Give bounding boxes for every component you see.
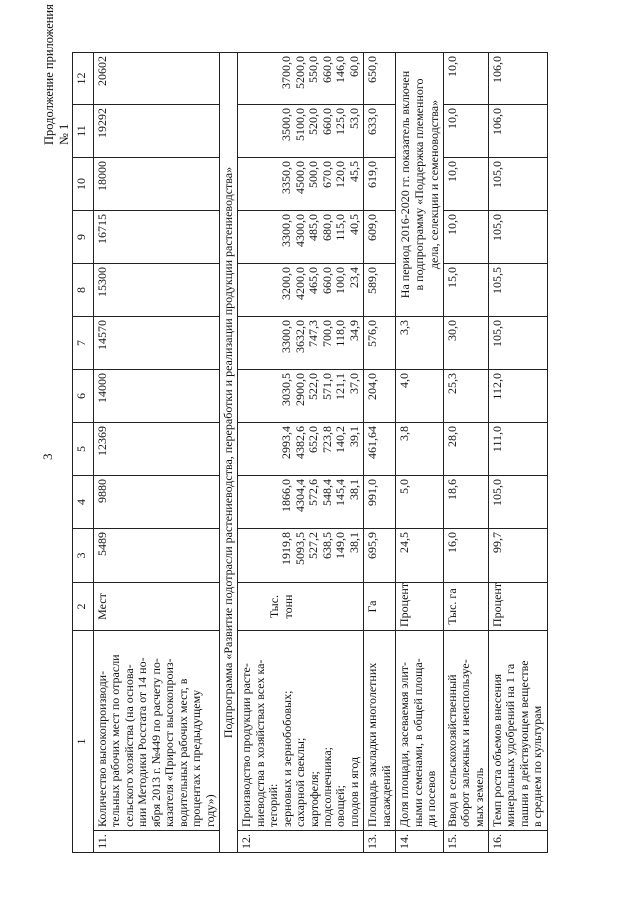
value-line: 548,4 (319, 479, 334, 506)
table-row-15 (443, 53, 488, 853)
value-cell: 16715 (94, 211, 220, 264)
value-line: 23,4 (346, 267, 361, 288)
value-line: 485,0 (306, 214, 321, 241)
subprogram-row (219, 53, 237, 853)
value-stack (238, 317, 364, 370)
unit-cell: Мест (94, 583, 220, 631)
unit-cell: Тыс. га (443, 583, 488, 631)
value-line: 3632,0 (292, 320, 307, 353)
column-number-cell: 4 (73, 476, 94, 529)
value-cell: 12369 (94, 423, 220, 476)
column-number-cell: 8 (73, 264, 94, 317)
note-line: в подпрограмму «Поддержка племенного (412, 78, 427, 291)
subprogram-transfer-note (396, 53, 443, 317)
value-line: 660,0 (319, 267, 334, 294)
value-line: 115,0 (333, 214, 348, 241)
indicator-name-line: оборот залежных и неиспользуе- (458, 659, 473, 827)
indicator-name (396, 631, 443, 831)
row-number: 14. (396, 831, 443, 853)
column-number-cell: 2 (73, 583, 94, 631)
value-cell: 695,9 (364, 529, 396, 583)
indicator-name-line: ди посевов (424, 770, 439, 827)
unit-cell (238, 583, 364, 631)
indicator-name-line: Ввод в сельскохозяйственный (444, 674, 459, 827)
column-number-cell: 6 (73, 370, 94, 423)
value-cell: 991,0 (364, 476, 396, 529)
value-line: 34,9 (346, 320, 361, 341)
value-line: 38,1 (346, 532, 361, 553)
value-cell: 18,6 (443, 476, 488, 529)
value-line: 5093,5 (292, 532, 307, 565)
value-cell: 105,0 (488, 317, 547, 370)
value-cell: 4,0 (396, 370, 443, 423)
value-line: 3500,0 (279, 108, 294, 141)
indicator-name (364, 631, 396, 831)
indicator-name-line: мых земель (471, 767, 486, 827)
indicator-name-line: ниеводства в хозяйствах всех ка- (252, 659, 267, 827)
crop-label: сахарной свеклы; (293, 737, 308, 827)
value-cell: 10,0 (443, 105, 488, 158)
value-stack (238, 370, 364, 423)
value-line: 4500,0 (292, 161, 307, 194)
indicator-name-line: казателя «Прирост высокопроиз- (162, 658, 177, 827)
value-line: 3030,5 (279, 373, 294, 406)
value-line: 37,0 (346, 373, 361, 394)
value-cell: 18000 (94, 158, 220, 211)
value-line: 660,0 (319, 56, 334, 83)
indicator-name (238, 631, 364, 831)
indicator-name-line: ными семенами, в общей площа- (410, 658, 425, 827)
value-line: 140,2 (333, 426, 348, 453)
indicator-name (488, 631, 547, 831)
unit-cell: Процент (396, 583, 443, 631)
value-line: 38,1 (346, 479, 361, 500)
value-cell: 5489 (94, 529, 220, 583)
column-number-cell: 9 (73, 211, 94, 264)
value-line: 5100,0 (292, 108, 307, 141)
indicator-name-line: насаждений (378, 765, 393, 827)
value-line: 4300,0 (292, 214, 307, 247)
row-number: 16. (488, 831, 547, 853)
indicator-name-line: Темп роста объемов внесения (489, 673, 504, 827)
unit-cell: Процент (488, 583, 547, 631)
value-line: 40,5 (346, 214, 361, 235)
value-cell: 14570 (94, 317, 220, 370)
value-cell: 589,0 (364, 264, 396, 317)
page-number: 3 (40, 453, 55, 460)
table-row-12 (238, 53, 364, 853)
value-cell: 633,0 (364, 105, 396, 158)
value-cell: 99,7 (488, 529, 547, 583)
value-line: 2993,4 (279, 426, 294, 459)
column-number-cell: 7 (73, 317, 94, 370)
crop-label: плодов и ягод (346, 756, 361, 827)
value-line: 670,0 (319, 161, 334, 188)
value-line: 53,0 (346, 108, 361, 129)
value-cell: 609,0 (364, 211, 396, 264)
value-stack (238, 476, 364, 529)
crop-label: картофеля; (306, 771, 321, 827)
indicator-name-line: тельных рабочих мест по отрасли (108, 654, 123, 827)
value-cell: 106,0 (488, 53, 547, 105)
indicators-table (72, 52, 548, 853)
column-number-cell: 5 (73, 423, 94, 476)
value-stack (238, 264, 364, 317)
value-line: 4304,4 (292, 479, 307, 512)
value-line: 100,0 (333, 267, 348, 294)
value-cell: 3,3 (396, 317, 443, 370)
value-line: 60,0 (346, 56, 361, 77)
row-number: 11. (94, 831, 220, 853)
value-cell: 105,0 (488, 211, 547, 264)
table-row-13 (364, 53, 396, 853)
value-line: 149,0 (333, 532, 348, 559)
value-line: 680,0 (319, 214, 334, 241)
value-cell: 3,8 (396, 423, 443, 476)
value-cell: 576,0 (364, 317, 396, 370)
value-line: 5200,0 (292, 56, 307, 89)
value-line: 700,0 (319, 320, 334, 347)
unit-cell: Га (364, 583, 396, 631)
value-cell: 15,0 (443, 264, 488, 317)
indicator-name (443, 631, 488, 831)
row-number: 13. (364, 831, 396, 853)
value-cell: 105,0 (488, 158, 547, 211)
value-line: 571,0 (319, 373, 334, 400)
value-cell: 14000 (94, 370, 220, 423)
appendix-label: Продолжение приложения № 1 (42, 4, 71, 145)
indicator-name-line: Доля площади, засеваемая элит- (397, 661, 412, 827)
value-cell: 16,0 (443, 529, 488, 583)
value-cell: 10,0 (443, 158, 488, 211)
value-line: 3300,0 (279, 214, 294, 247)
indicator-name (94, 631, 220, 831)
subprogram-title: Подпрограмма «Развитие подотрасли растениеводства, переработки и реализации продукции растениеводства» (219, 53, 237, 853)
indicator-name-line: Количество высокопроизводи- (95, 670, 109, 827)
value-cell: 20602 (94, 53, 220, 105)
value-cell: 105,5 (488, 264, 547, 317)
value-cell: 105,0 (488, 476, 547, 529)
value-cell: 461,64 (364, 423, 396, 476)
table-row-14 (396, 53, 443, 853)
value-line: 500,0 (306, 161, 321, 188)
value-stack (238, 211, 364, 264)
note-line: На период 2016-2020 гг. показатель включен (398, 70, 413, 299)
indicator-name-line: в среднем по культурам (530, 705, 545, 827)
value-line: 118,0 (333, 320, 348, 347)
indicator-name-line: Производство продукции расте- (239, 663, 254, 827)
value-line: 2900,0 (292, 373, 307, 406)
indicator-name-line: водительных рабочих мест, в (175, 678, 190, 827)
value-stack (238, 53, 364, 105)
value-cell: 30,0 (443, 317, 488, 370)
value-cell: 111,0 (488, 423, 547, 476)
indicator-name-line: ября 2013 г. №449 по расчету по- (148, 658, 163, 827)
value-line: 747,3 (306, 320, 321, 347)
value-line: 4200,0 (292, 267, 307, 300)
value-line: 39,1 (346, 426, 361, 447)
value-line: 146,0 (333, 56, 348, 83)
value-line: 45,5 (346, 161, 361, 182)
crop-label: подсолнечника; (320, 747, 334, 827)
value-line: 3200,0 (279, 267, 294, 300)
crop-label: зерновых и зернобобовых; (279, 690, 294, 827)
value-cell: 204,0 (364, 370, 396, 423)
indicator-name-line: сельского хозяйства (на основа- (121, 664, 136, 827)
value-line: 652,0 (306, 426, 321, 453)
value-stack (238, 158, 364, 211)
indicator-name-line: пашни в действующем веществе (516, 660, 531, 827)
value-line: 527,2 (306, 532, 321, 559)
value-cell: 5,0 (396, 476, 443, 529)
value-cell: 10,0 (443, 53, 488, 105)
indicator-name-line: году») (202, 794, 217, 827)
column-number-cell: 1 (73, 631, 94, 853)
table-row-16 (488, 53, 547, 853)
value-cell: 19292 (94, 105, 220, 158)
value-cell: 112,0 (488, 370, 547, 423)
value-line: 145,4 (333, 479, 348, 506)
value-line: 1866,0 (279, 479, 294, 512)
value-line: 520,0 (306, 108, 321, 135)
column-number-cell: 10 (73, 158, 94, 211)
value-stack (238, 105, 364, 158)
column-number-cell: 12 (73, 53, 94, 105)
column-number-row (73, 53, 94, 853)
value-stack (238, 529, 364, 583)
value-line: 121,1 (333, 373, 348, 400)
value-line: 660,0 (319, 108, 334, 135)
crop-label: овощей; (333, 785, 348, 827)
indicator-name-line: тегорий: (266, 783, 281, 827)
value-cell: 15300 (94, 264, 220, 317)
value-line: 572,6 (306, 479, 321, 506)
value-line: 3700,0 (279, 56, 294, 89)
note-line: дела, селекции и семеноводства» (426, 99, 441, 270)
value-line: 120,0 (333, 161, 348, 188)
value-cell: 619,0 (364, 158, 396, 211)
indicator-name-line: Площадь закладки многолетних (365, 662, 380, 827)
value-line: 550,0 (306, 56, 321, 83)
value-line: 125,0 (333, 108, 348, 135)
indicator-name-line: процентах к предыдущему (189, 689, 204, 827)
row-number: 15. (443, 831, 488, 853)
value-cell: 10,0 (443, 211, 488, 264)
value-cell: 25,3 (443, 370, 488, 423)
value-line: 723,8 (319, 426, 334, 453)
value-line: 465,0 (306, 267, 321, 294)
value-cell: 9880 (94, 476, 220, 529)
indicator-name-line: нии Методики Росстата от 14 но- (135, 657, 150, 827)
value-cell: 106,0 (488, 105, 547, 158)
unit-label: Тыс. тонн (267, 594, 295, 619)
value-stack (238, 423, 364, 476)
row-number: 12. (238, 831, 364, 853)
value-line: 1919,8 (279, 532, 294, 565)
value-line: 3300,0 (279, 320, 294, 353)
column-number-cell: 11 (73, 105, 94, 158)
value-line: 3350,0 (279, 161, 294, 194)
value-line: 638,5 (319, 532, 334, 559)
value-cell: 24,5 (396, 529, 443, 583)
column-number-cell: 3 (73, 529, 94, 583)
table-row-11 (94, 53, 220, 853)
indicator-name-line: минеральных удобрений на 1 га (503, 663, 518, 827)
value-line: 4382,6 (292, 426, 307, 459)
value-cell: 28,0 (443, 423, 488, 476)
value-line: 522,0 (306, 373, 321, 400)
value-cell: 650,0 (364, 53, 396, 105)
